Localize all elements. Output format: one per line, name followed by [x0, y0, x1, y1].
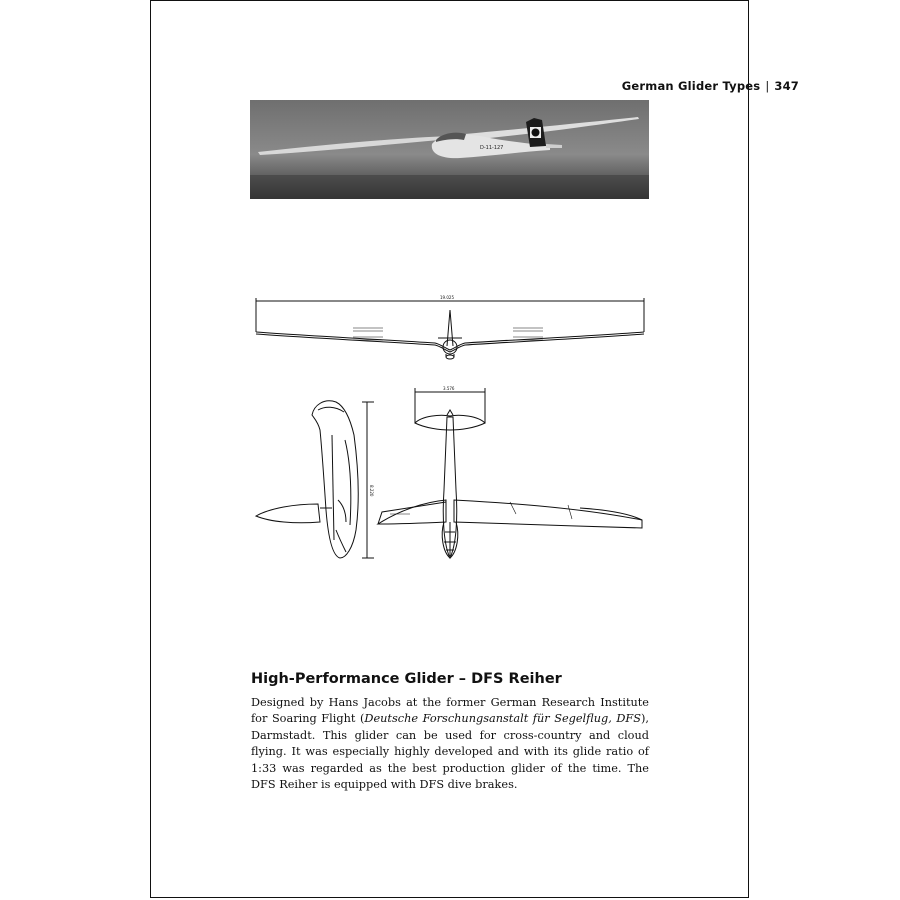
- photo-registration: D-11-127: [480, 145, 504, 151]
- running-head: [622, 79, 799, 93]
- side-view: [256, 401, 374, 558]
- header-separator: |: [765, 79, 770, 93]
- span-dimension: 19.025: [440, 295, 454, 300]
- tailplane-dimension: 3.576: [443, 386, 455, 391]
- length-dimension: 8.220: [369, 485, 374, 497]
- paragraph-italic-text: Deutsche Forschungsanstalt für Segelflug, DFS: [364, 712, 641, 726]
- paragraph-text-2: ), Darmstadt. This glider can be used for cross-country and cloud flying. It was especially highly developed and with its glide ratio of 1:33 was regarded as the best production glider of the time. The DFS Reiher is equipped with DFS dive brakes.: [251, 712, 649, 792]
- article-title: High-Performance Glider – DFS Reiher: [251, 671, 562, 687]
- front-view: [256, 298, 644, 359]
- top-view: [378, 388, 642, 558]
- glider-photo: [250, 100, 649, 199]
- article-body: [251, 695, 649, 793]
- page-number: 347: [774, 79, 799, 93]
- three-view-drawing: [250, 290, 650, 570]
- article-paragraph: [251, 695, 649, 793]
- section-title: German Glider Types: [621, 79, 761, 93]
- paragraph-text-1: Designed by Hans Jacobs at the former German Research Institute for Soaring Flight (: [251, 696, 649, 726]
